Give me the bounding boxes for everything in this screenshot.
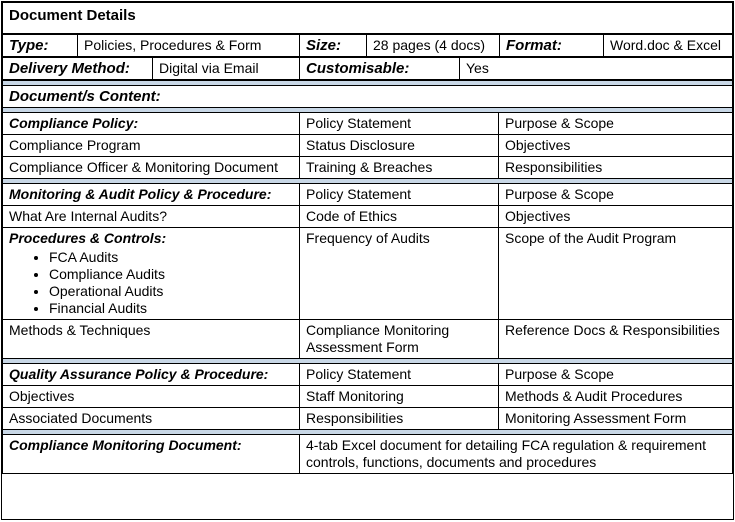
size-label: Size: (300, 35, 367, 57)
section-heading: Monitoring & Audit Policy & Procedure: (3, 184, 300, 206)
delivery-label: Delivery Method: (3, 58, 153, 80)
document-details-table (1, 1, 734, 520)
cell: Methods & Techniques (3, 320, 300, 359)
cell: Purpose & Scope (499, 113, 733, 135)
custom-value: Yes (460, 58, 733, 80)
type-label: Type: (3, 35, 78, 57)
cell: Policy Statement (300, 113, 499, 135)
section-heading: Compliance Policy: (3, 113, 300, 135)
cell: Monitoring Assessment Form (499, 408, 733, 430)
cell: 4-tab Excel document for detailing FCA regulation & requirement controls, functions, documents and procedures (300, 435, 733, 474)
cell: Reference Docs & Responsibilities (499, 320, 733, 359)
cell: Responsibilities (499, 157, 733, 179)
cell: Staff Monitoring (300, 386, 499, 408)
cell: Status Disclosure (300, 135, 499, 157)
procedures-cell (3, 228, 300, 320)
bullet-list (9, 249, 293, 317)
delivery-value: Digital via Email (153, 58, 300, 80)
list-item: • Compliance Audits (49, 266, 293, 283)
size-value: 28 pages (4 docs) (367, 35, 500, 57)
content-table (2, 80, 733, 474)
list-item: • Operational Audits (49, 283, 293, 300)
cell: Policy Statement (300, 364, 499, 386)
custom-label: Customisable: (300, 58, 460, 80)
cell: Compliance Officer & Monitoring Document (3, 157, 300, 179)
cell: Code of Ethics (300, 206, 499, 228)
cell: Frequency of Audits (300, 228, 499, 320)
info-table-2 (2, 57, 733, 80)
cell: Objectives (3, 386, 300, 408)
cell: Purpose & Scope (499, 364, 733, 386)
header-table (2, 2, 733, 34)
section-heading: Compliance Monitoring Document: (3, 435, 300, 474)
cell: Objectives (499, 135, 733, 157)
cell: Associated Documents (3, 408, 300, 430)
list-item: • FCA Audits (49, 249, 293, 266)
format-label: Format: (500, 35, 604, 57)
cell: Purpose & Scope (499, 184, 733, 206)
cell: Objectives (499, 206, 733, 228)
cell: Responsibilities (300, 408, 499, 430)
cell: Compliance Monitoring Assessment Form (300, 320, 499, 359)
cell: Methods & Audit Procedures (499, 386, 733, 408)
cell: What Are Internal Audits? (3, 206, 300, 228)
content-heading: Document/s Content: (3, 86, 733, 108)
format-value: Word.doc & Excel (604, 35, 733, 57)
page-title: Document Details (3, 3, 733, 34)
procedures-heading: Procedures & Controls: (9, 230, 167, 246)
section-heading: Quality Assurance Policy & Procedure: (3, 364, 300, 386)
type-value: Policies, Procedures & Form (78, 35, 300, 57)
cell: Scope of the Audit Program (499, 228, 733, 320)
cell: Compliance Program (3, 135, 300, 157)
list-item: • Financial Audits (49, 300, 293, 317)
cell: Policy Statement (300, 184, 499, 206)
cell: Training & Breaches (300, 157, 499, 179)
info-table (2, 34, 733, 57)
